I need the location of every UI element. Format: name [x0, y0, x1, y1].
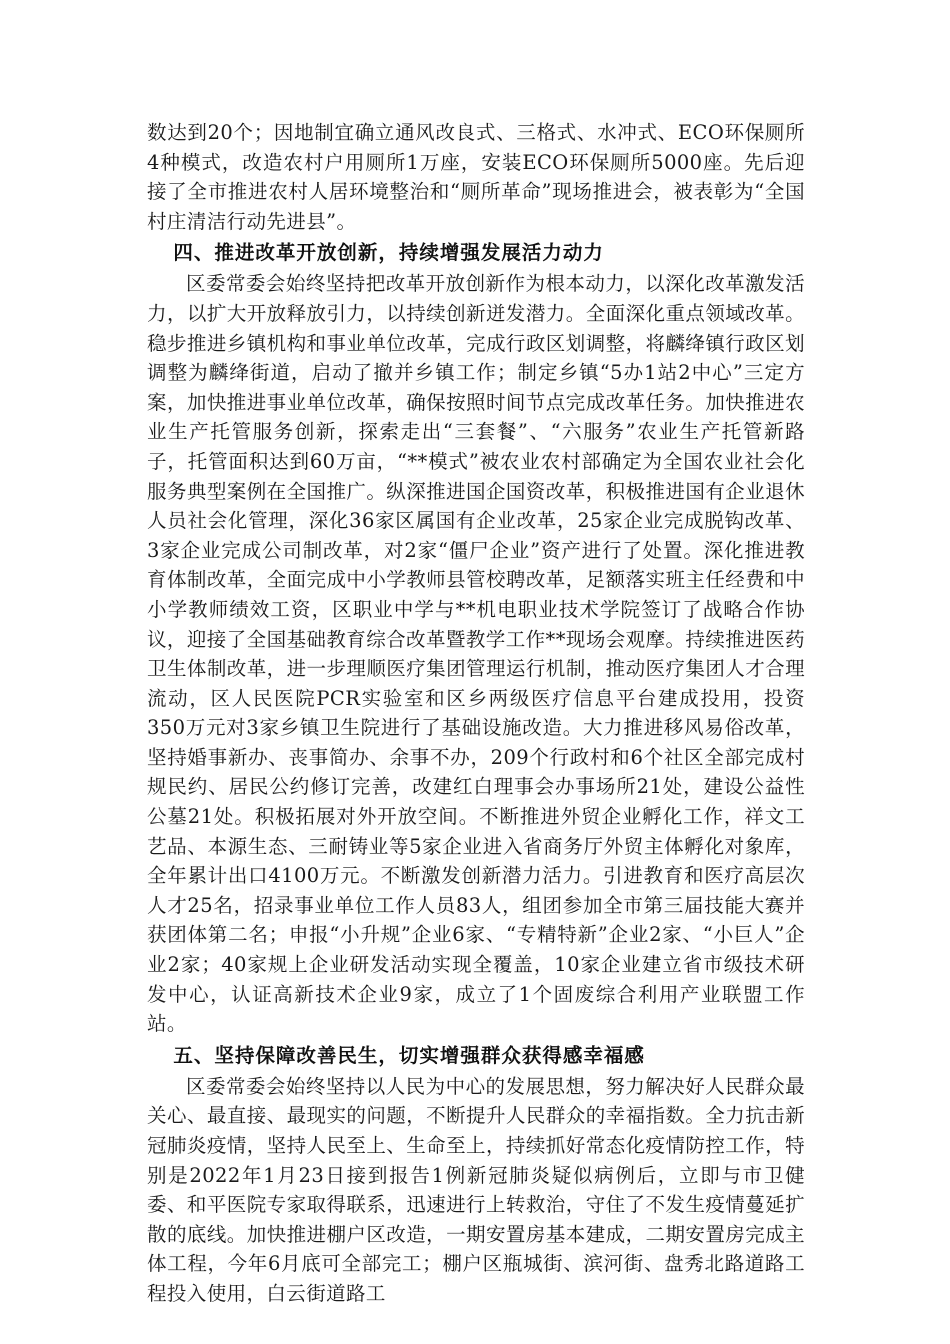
paragraph-livelihood: 区委常委会始终坚持以人民为中心的发展思想，努力解决好人民群众最关心、最直接、最现实的问题，不断提升人民群众的幸福指数。全力抗击新冠肺炎疫情，坚持人民至上、生命至上，持续抓好常态化疫情防控工作，特别是2022年1月23日接到报告1例新冠肺炎疑似病例后，立即与市卫健委、和平医院专家取得联系，迅速进行上转救治，守住了不发生疫情蔓延扩散的底线。加快推进棚户区改造，一期安置房基本建成，二期安置房完成主体工程，今年6月底可全部完工；棚户区瓶城街、滨河街、盘秀北路道路工程投入使用，白云街道路工	[147, 1074, 805, 1305]
document-body	[147, 118, 805, 1309]
section-heading-reform: 四、推进改革开放创新，持续增强发展活力动力	[173, 241, 604, 265]
section-heading-livelihood: 五、坚持保障改善民生，切实增强群众获得感幸福感	[173, 1043, 645, 1067]
paragraph-sanitation: 数达到20个；因地制宜确立通风改良式、三格式、水冲式、ECO环保厕所4种模式，改造农村户用厕所1万座，安装ECO环保厕所5000座。先后迎接了全市推进农村人居环境整治和“厕所革命”现场推进会，被表彰为“全国村庄清洁行动先进县”。	[147, 121, 805, 233]
paragraph-reform: 区委常委会始终坚持把改革开放创新作为根本动力，以深化改革激发活力，以扩大开放释放引力，以持续创新迸发潜力。全面深化重点领域改革。稳步推进乡镇机构和事业单位改革，完成行政区划调整，将麟绛镇行政区划调整为麟绛街道，启动了撤并乡镇工作；制定乡镇“5办1站2中心”三定方案，加快推进事业单位改革，确保按照时间节点完成改革任务。加快推进农业生产托管服务创新，探索走出“三套餐”、“六服务”农业生产托管新路子，托管面积达到60万亩，“**模式”被农业农村部确定为全国农业社会化服务典型案例在全国推广。纵深推进国企国资改革，积极推进国有企业退休人员社会化管理，深化36家区属国有企业改革，25家企业完成脱钩改革、3家企业完成公司制改革，对2家“僵尸企业”资产进行了处置。深化推进教育体制改革，全面完成中小学教师县管校聘改革，足额落实班主任经费和中小学教师绩效工资，区职业中学与**机电职业技术学院签订了战略合作协议，迎接了全国基础教育综合改革暨教学工作**现场会观摩。持续推进医药卫生体制改革，进一步理顺医疗集团管理运行机制，推动医疗集团人才合理流动，区人民医院PCR实验室和区乡两级医疗信息平台建成投用，投资350万元对3家乡镇卫生院进行了基础设施改造。大力推进移风易俗改革，坚持婚事新办、丧事简办、余事不办，209个行政村和6个社区全部完成村规民约、居民公约修订完善，改建红白理事会办事场所21处，建设公益性公墓21处。积极拓展对外开放空间。不断推进外贸企业孵化工作，祥文工艺品、本源生态、三耐铸业等5家企业进入省商务厅外贸主体孵化对象库，全年累计出口4100万元。不断激发创新潜力活力。引进教育和医疗高层次人才25名，招录事业单位工作人员83人，组团参加全市第三届技能大赛并获团体第二名；申报“小升规”企业6家、“专精特新”企业2家、“小巨人”企业2家；40家规上企业研发活动实现全覆盖，10家企业建立省市级技术研发中心，认证高新技术企业9家，成立了1个固废综合利用产业联盟工作站。	[147, 272, 805, 1036]
